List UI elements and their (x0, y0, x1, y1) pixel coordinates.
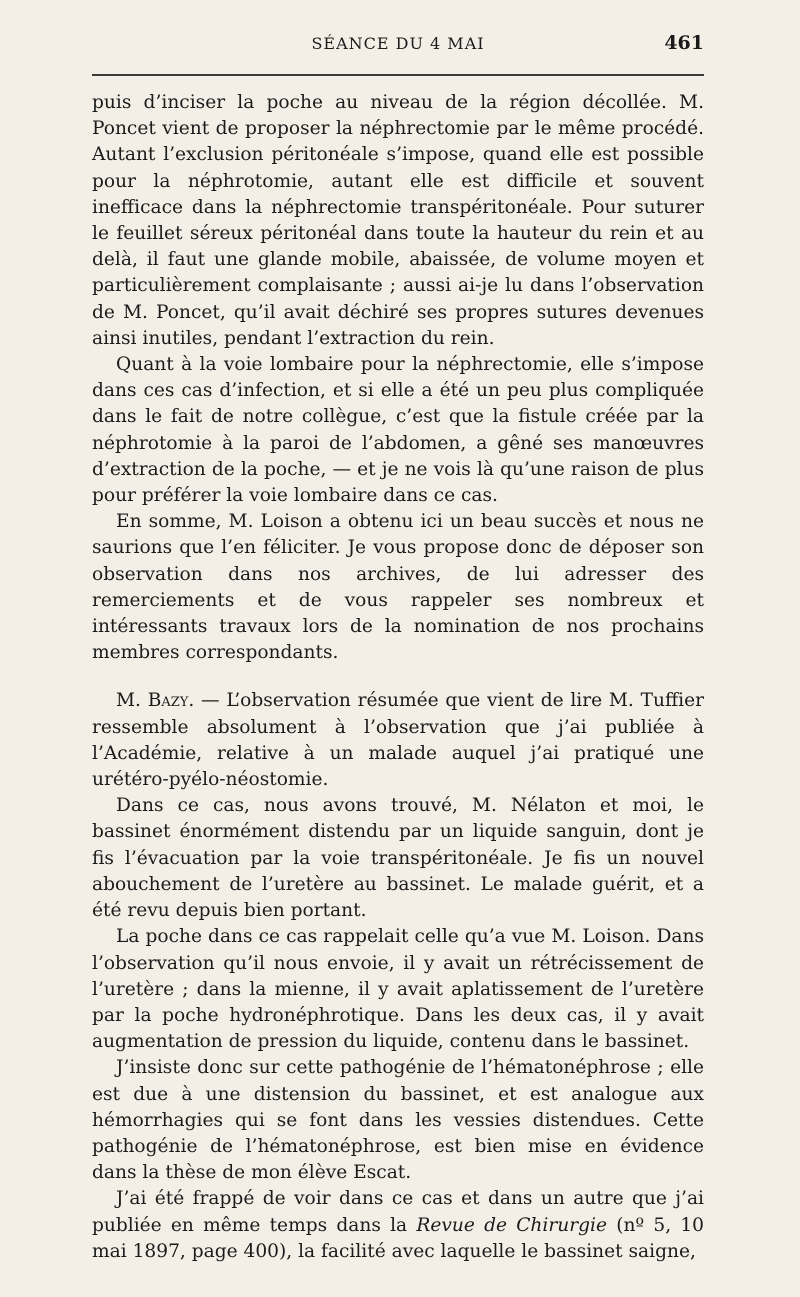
text-fragment: J’ai été frappé de voir dans ce cas et dans un autre que j’ai publiée en même temps dans la (92, 1188, 704, 1236)
page-number: 461 (664, 32, 704, 54)
bazy-paragraph (92, 688, 704, 793)
paragraph: La poche dans ce cas rappelait celle qu’a vue M. Loison. Dans l’observation qu’il nous envoie, il y avait un rétrécissement de l’uretère ; dans la mienne, il y avait aplatissement de l’uretère par la poche hydronéphrotique. Dans les deux cas, il y avait augmentation de pression du liquide, contenu dans le bassinet. (92, 926, 704, 1053)
journal-title: Revue de Chirurgie (416, 1214, 607, 1236)
paragraph: J’insiste donc sur cette pathogénie de l’hématonéphrose ; elle est due à une distension du bassinet, et est analogue aux hémorrhagies qui se font dans les vessies distendues. Cette pathogénie de l’hématonéphrose, est bien mise en évidence dans la thèse de mon élève Escat. (92, 1057, 704, 1184)
text-fragment: (nº 5, 10 mai 1897, page 400), la facilité avec laquelle le bassinet saigne, (92, 1214, 705, 1262)
speaker-name: M. Bazy. (116, 690, 195, 712)
header-rule (92, 74, 704, 76)
paragraph: Dans ce cas, nous avons trouvé, M. Nélaton et moi, le bassinet énormément distendu par un liquide sanguin, dont je fis l’évacuation par la voie transpéritonéale. Je fis un nouvel abouchement de l’uretère au bassinet. Le malade guérit, et a été revu depuis bien portant. (92, 795, 704, 922)
page-header (92, 34, 704, 60)
running-head: SÉANCE DU 4 MAI (311, 34, 485, 53)
paragraph: Quant à la voie lombaire pour la néphrectomie, elle s’impose dans ces cas d’infection, et si elle a été un peu plus compliquée dans le fait de notre collègue, c’est que la fistule créée par la néphrotomie à la paroi de l’abdomen, a gêné ses manœuvres d’extraction de la poche, — et je ne vois là qu’une raison de plus pour préférer la voie lombaire dans ce cas. (92, 354, 704, 507)
paragraph: En somme, M. Loison a obtenu ici un beau succès et nous ne saurions que l’en féliciter. Je vous propose donc de déposer son observation dans nos archives, de lui adresser des remerciements et de vous rappeler ses nombreux et intéressants travaux lors de la nomination de nos prochains membres correspondants. (92, 511, 704, 664)
paragraph (92, 1186, 704, 1265)
paragraph: puis d’inciser la poche au niveau de la région décollée. M. Poncet vient de proposer la néphrectomie par le même procédé. Autant l’exclusion péritonéale s’impose, quand elle est possible pour la néphrotomie, autant elle est difficile et souvent inefficace dans la néphrectomie transpéritonéale. Pour suturer le feuillet séreux péritonéal dans toute la hauteur du rein et au delà, il faut une glande mobile, abaissée, de volume moyen et particulièrement complaisante ; aussi ai-je lu dans l’observation de M. Poncet, qu’il avait déchiré ses propres sutures devenues ainsi inutiles, pendant l’extraction du rein. (92, 92, 704, 349)
bazy-text: — L’observation résumée que vient de lire M. Tuffier ressemble absolument à l’observation que j’ai publiée à l’Académie, relative à un malade auquel j’ai pratiqué une urétéro-pyélo-néostomie. (92, 690, 704, 791)
body-text (92, 90, 704, 1265)
